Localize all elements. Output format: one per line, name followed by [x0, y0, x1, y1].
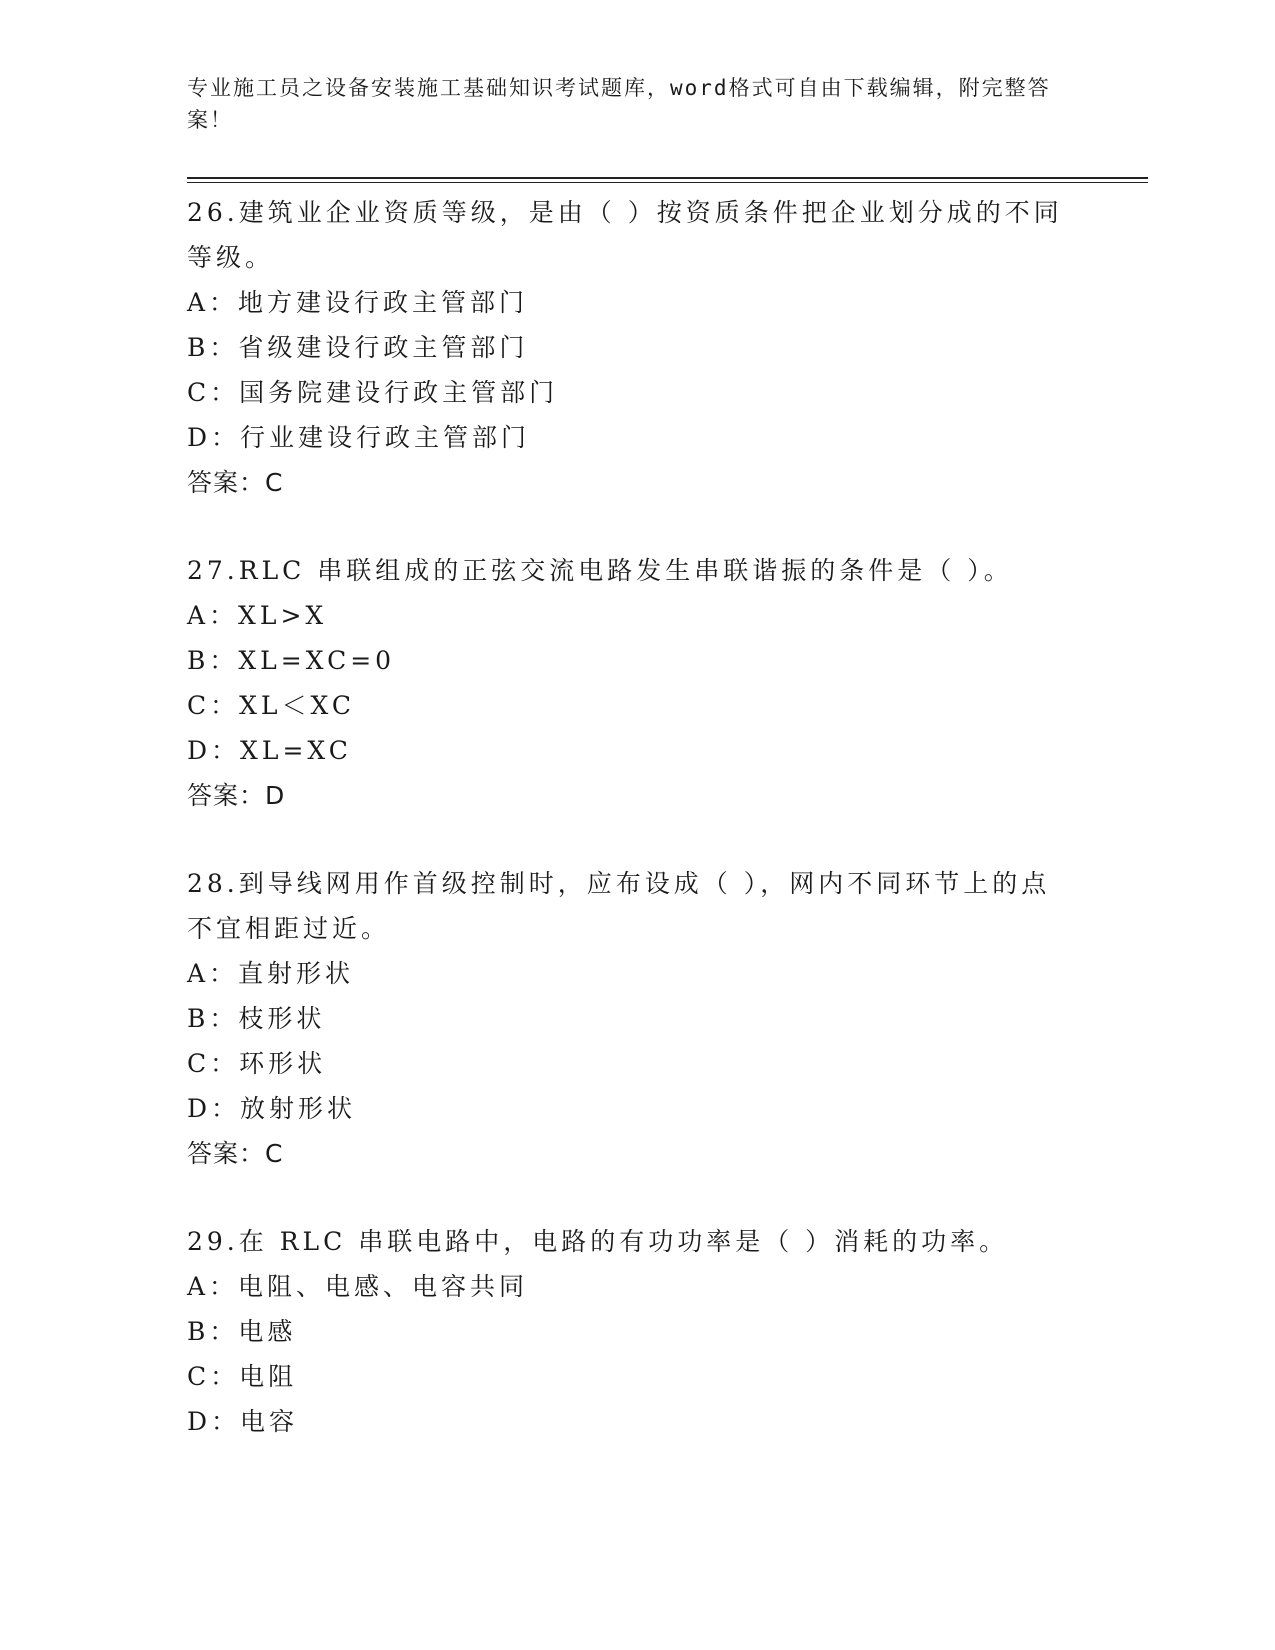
- question-29: [187, 1219, 1067, 1444]
- option-c: C：环形状: [187, 1049, 327, 1078]
- option-a: A：直射形状: [187, 959, 355, 988]
- document-header: 专业施工员之设备安装施工基础知识考试题库，word格式可自由下载编辑，附完整答案！: [187, 76, 1051, 132]
- question-stem: 26.建筑业企业资质等级，是由（ ）按资质条件把企业划分成的不同等级。: [187, 198, 1063, 272]
- answer-line: 答案：C: [187, 1139, 284, 1168]
- option-c: C：电阻: [187, 1362, 298, 1391]
- option-a: A：电阻、电感、电容共同: [187, 1272, 529, 1301]
- option-c: C：XL＜XC: [187, 691, 356, 720]
- question-28: [187, 861, 1067, 1176]
- question-list: [187, 190, 1067, 1487]
- answer-line: 答案：D: [187, 781, 286, 810]
- option-a: A：XL>X: [187, 601, 328, 630]
- question-stem: 27.RLC 串联组成的正弦交流电路发生串联谐振的条件是（ ）。: [187, 556, 1013, 585]
- option-d: D：行业建设行政主管部门: [187, 423, 531, 452]
- option-b: B：枝形状: [187, 1004, 326, 1033]
- answer-line: 答案：C: [187, 468, 284, 497]
- option-b: B：电感: [187, 1317, 297, 1346]
- question-27: [187, 548, 1067, 818]
- option-d: D：XL=XC: [187, 736, 352, 765]
- header-divider-thin: [187, 182, 1148, 183]
- option-d: D：电容: [187, 1407, 299, 1436]
- header-divider-thick: [187, 177, 1148, 179]
- option-b: B：XL=XC=0: [187, 646, 396, 675]
- option-a: A：地方建设行政主管部门: [187, 288, 529, 317]
- question-stem: 29.在 RLC 串联电路中，电路的有功功率是（ ）消耗的功率。: [187, 1227, 1009, 1256]
- option-c: C：国务院建设行政主管部门: [187, 378, 559, 407]
- option-d: D：放射形状: [187, 1094, 357, 1123]
- option-b: B：省级建设行政主管部门: [187, 333, 529, 362]
- question-26: [187, 190, 1067, 505]
- question-stem: 28.到导线网用作首级控制时，应布设成（ ），网内不同环节上的点不宜相距过近。: [187, 869, 1051, 943]
